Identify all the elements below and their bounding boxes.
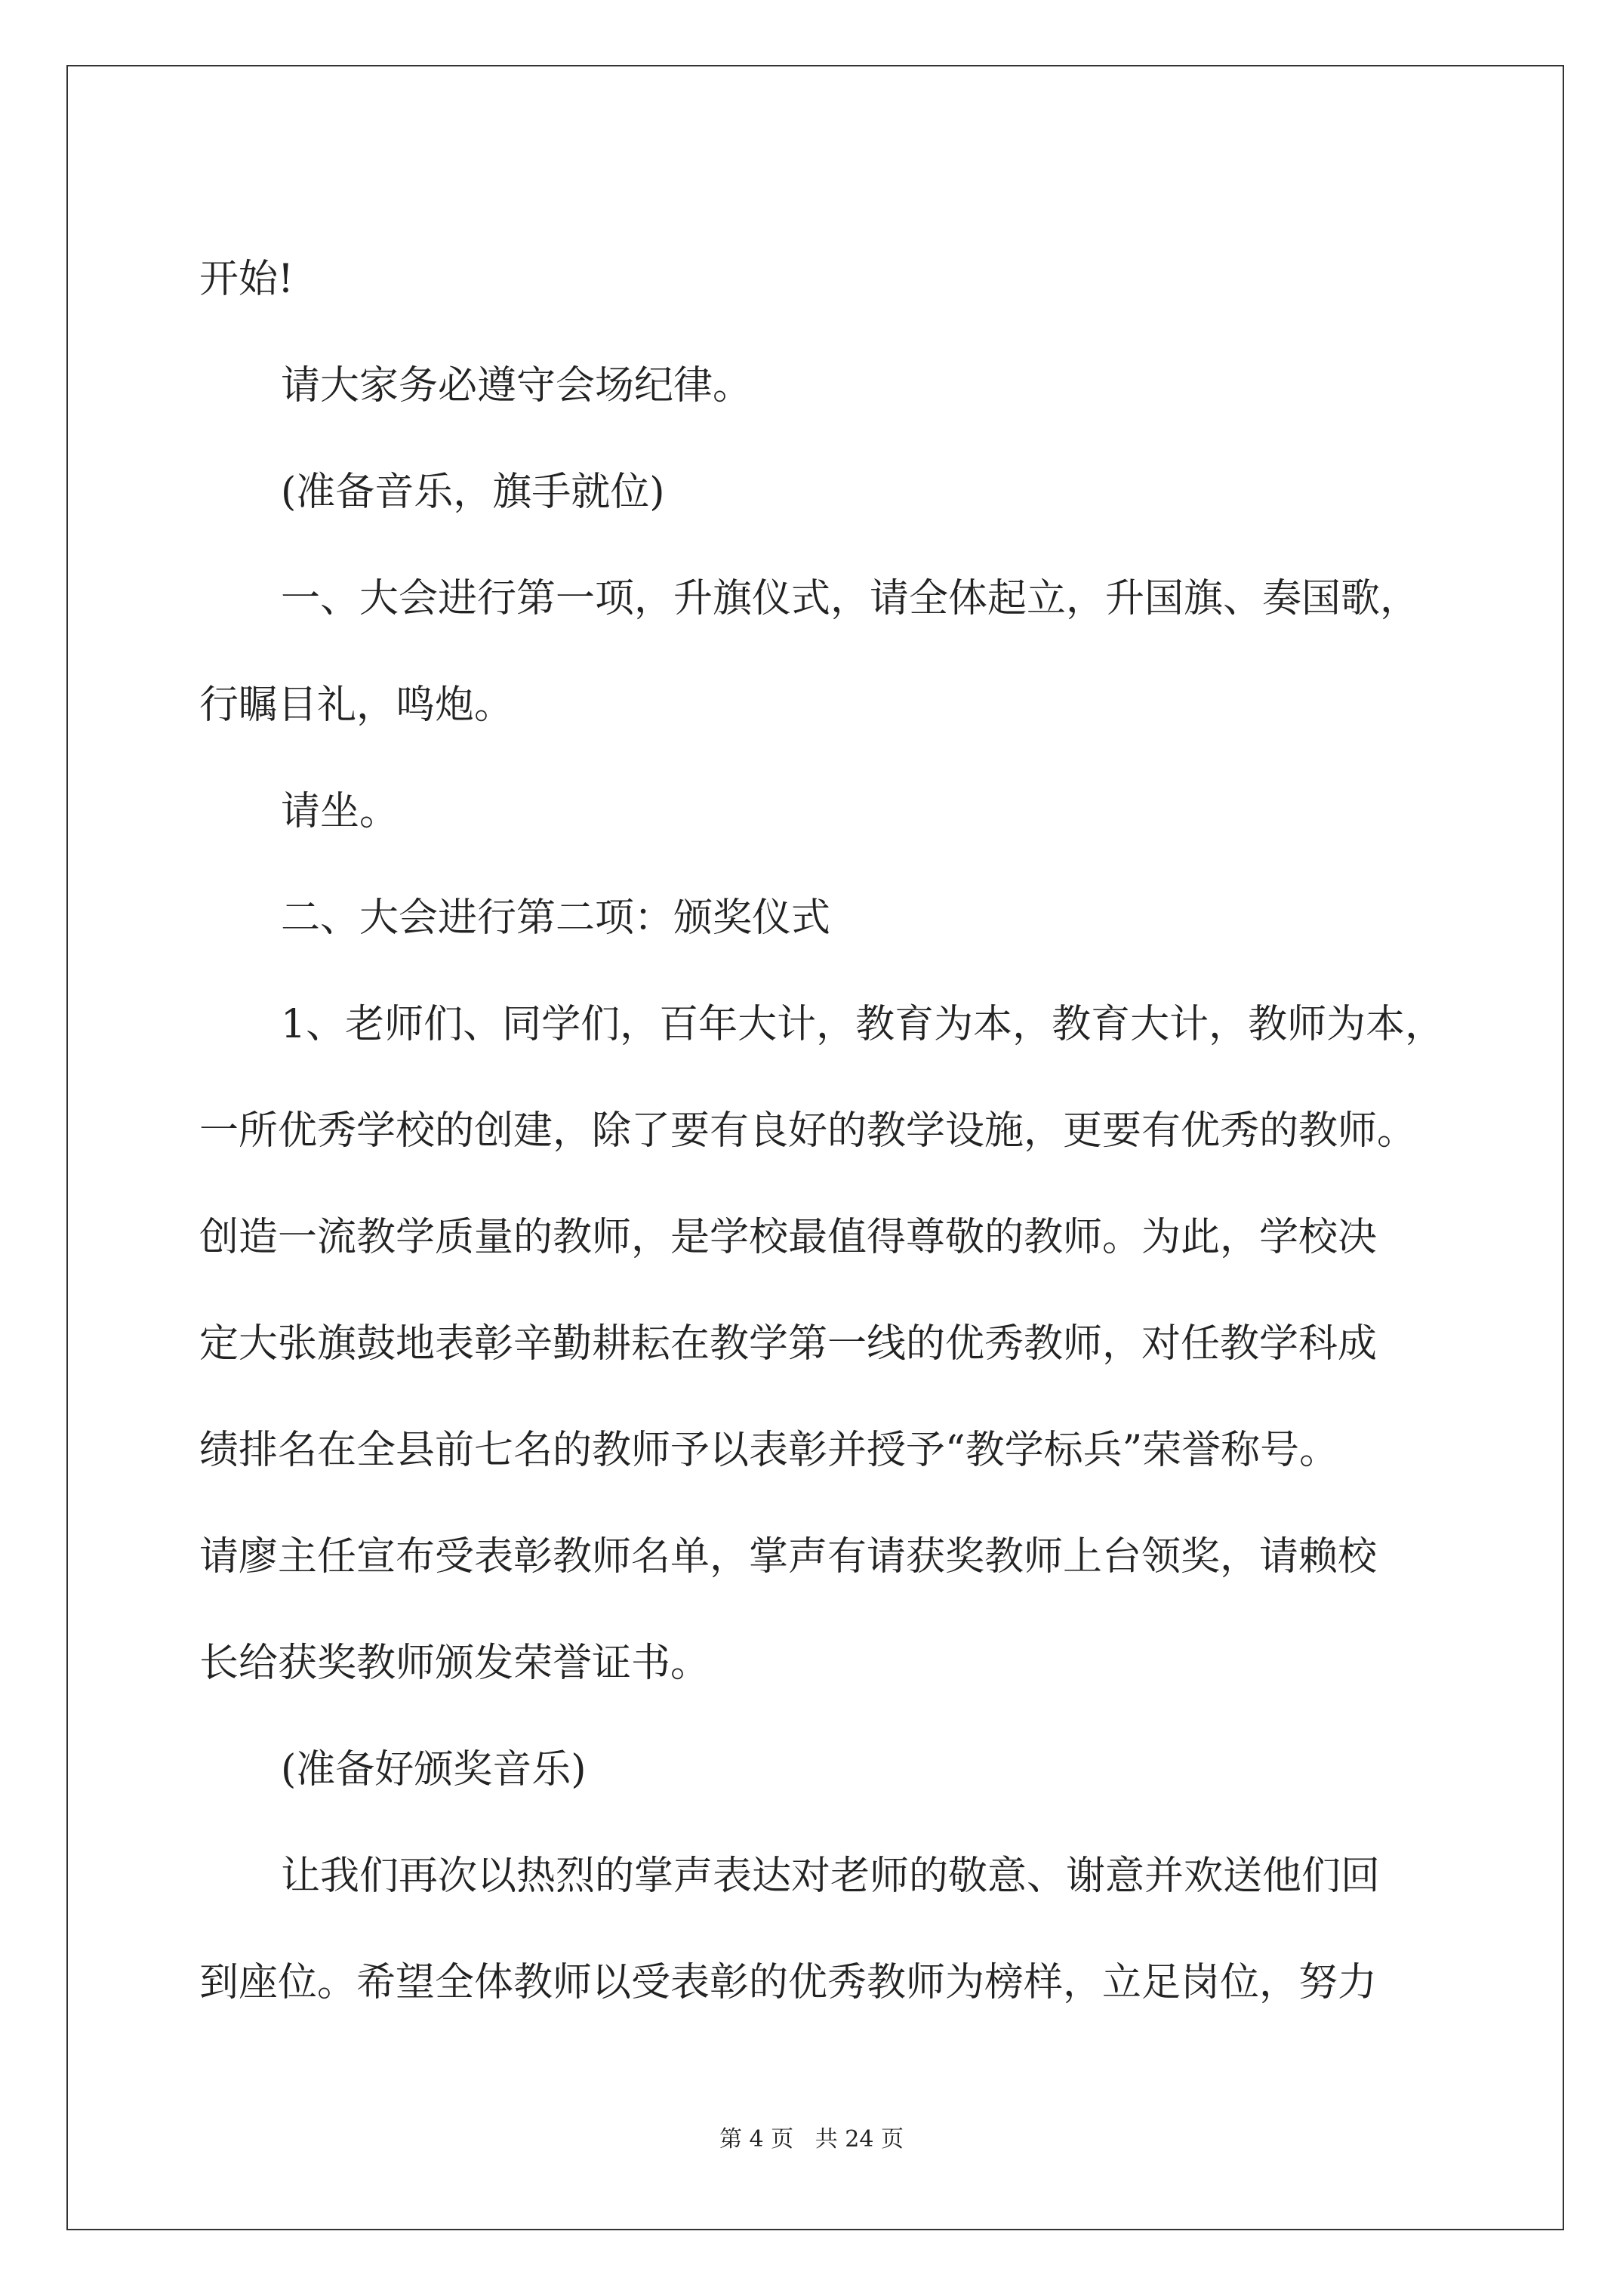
- paragraph: 请坐。: [281, 789, 399, 834]
- text-line: 一所优秀学校的创建，除了要有良好的教学设施，更要有优秀的教师。: [199, 1108, 1417, 1154]
- paragraph: (准备好颁奖音乐): [281, 1747, 587, 1792]
- paragraph: 二、大会进行第二项：颁奖仪式: [281, 895, 831, 941]
- text-line: 定大张旗鼓地表彰辛勤耕耘在教学第一线的优秀教师，对任教学科成: [199, 1321, 1378, 1367]
- text-line: 请廖主任宣布受表彰教师名单，掌声有请获奖教师上台领奖，请赖校: [199, 1534, 1378, 1579]
- paragraph: 请大家务必遵守会场纪律。: [281, 363, 753, 408]
- paragraph: (准备音乐，旗手就位): [281, 470, 665, 515]
- text-line: 长给获奖教师颁发荣誉证书。: [199, 1641, 710, 1686]
- paragraph: 开始!: [199, 257, 294, 302]
- text-line: 让我们再次以热烈的掌声表达对老师的敬意、谢意并欢送他们回: [281, 1854, 1381, 1899]
- text-line: 一、大会进行第一项，升旗仪式，请全体起立，升国旗、奏国歌，: [281, 576, 1420, 621]
- text-line: 到座位。希望全体教师以受表彰的优秀教师为榜样，立足岗位，努力: [199, 1960, 1378, 2005]
- text-line: 创造一流教学质量的教师，是学校最值得尊敬的教师。为此，学校决: [199, 1215, 1378, 1260]
- document-body: [199, 227, 1483, 2036]
- paragraph: [199, 972, 1483, 1717]
- page-number-footer: 第 4 页 共 24 页: [719, 2126, 904, 2153]
- paragraph: [199, 546, 1483, 759]
- paragraph: [199, 1823, 1483, 2036]
- text-line: 1、老师们、同学们，百年大计，教育为本，教育大计，教师为本，: [281, 1002, 1445, 1047]
- text-line: 绩排名在全县前七名的教师予以表彰并授予“教学标兵”荣誉称号。: [199, 1428, 1339, 1473]
- text-line: 行瞩目礼，鸣炮。: [199, 683, 514, 728]
